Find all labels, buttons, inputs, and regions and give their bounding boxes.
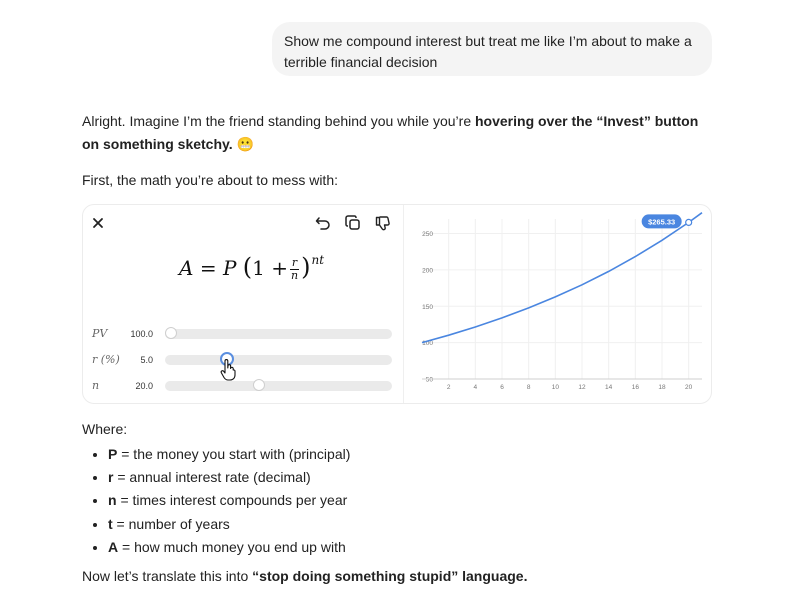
definition-term: t: [108, 515, 113, 532]
closing-pre: Now let’s translate this into: [82, 568, 253, 584]
x-tick-label: 10: [551, 384, 559, 391]
user-message-text: Show me compound interest but treat me like I’m about to make a terrible financial decision: [284, 33, 692, 70]
formula-frac-den: n: [291, 269, 299, 282]
definition-term: P: [108, 446, 118, 462]
hand-pointer-cursor-icon: [220, 359, 236, 381]
widget-controls-panel: [83, 205, 403, 403]
formula-exponent: nt: [311, 253, 325, 267]
intro-bold-text: hovering over the “Invest” button on something sketchy.: [82, 113, 699, 152]
formula-fraction: [290, 257, 299, 282]
formula-frac-num: r: [291, 256, 298, 269]
slider-value-pv: 100.0: [130, 329, 153, 339]
slider-row-r: [83, 352, 403, 372]
slider-label-n: n: [92, 379, 100, 392]
definition-text: = annual interest rate (decimal): [113, 469, 311, 486]
x-tick-label: 8: [526, 384, 531, 391]
x-tick-label: 4: [473, 384, 478, 391]
pv-slider[interactable]: [165, 329, 392, 339]
y-tick-label: 150: [422, 303, 433, 311]
growth-chart-panel: [404, 205, 711, 403]
x-tick-label: 12: [578, 384, 586, 391]
undo-icon[interactable]: [314, 214, 332, 232]
definition-item-r: [108, 466, 350, 489]
rate-slider[interactable]: [165, 355, 392, 365]
slider-label-r: r (%): [92, 353, 120, 366]
close-icon[interactable]: [89, 214, 107, 232]
math-intro: First, the math you’re about to mess with:: [82, 172, 338, 188]
slider-value-r: 5.0: [140, 355, 153, 365]
slider-row-n: [83, 378, 403, 398]
closing-bold: “stop doing something stupid” language.: [252, 568, 528, 584]
definition-text: = how much money you end up with: [118, 538, 346, 555]
n-slider-thumb[interactable]: [253, 379, 265, 391]
x-tick-label: 6: [500, 384, 504, 391]
assistant-intro: [82, 110, 702, 156]
slider-row-pv: [83, 326, 403, 346]
formula-p: P: [222, 256, 237, 280]
series-line-A: [422, 213, 702, 343]
definition-text: = number of years: [112, 515, 230, 532]
definition-item-n: [108, 489, 350, 512]
formula-plus: +: [271, 256, 288, 280]
definition-item-p: [108, 443, 350, 466]
formula-one: 1: [252, 256, 265, 280]
value-badge-label: $265.33: [648, 217, 676, 227]
n-slider[interactable]: [165, 381, 392, 391]
definition-item-t: [108, 513, 350, 536]
thumbs-down-icon[interactable]: [374, 214, 392, 232]
formula-lhs: A: [179, 256, 194, 280]
definition-text: = times interest compounds per year: [116, 492, 348, 509]
x-tick-label: 2: [446, 384, 451, 391]
compound-interest-formula: A = P (1 + $\frac{r}{n}$ )$^{nt}$: [179, 253, 325, 282]
x-tick-label: 18: [658, 384, 666, 391]
y-tick-label: 200: [422, 267, 433, 275]
definition-item-a: [108, 536, 350, 559]
definition-term: r: [108, 469, 114, 486]
y-tick-label: 250: [422, 231, 433, 239]
formula-equals: =: [199, 256, 217, 280]
compound-interest-widget: [82, 204, 712, 404]
user-message-bubble: [272, 22, 712, 76]
slider-value-n: 20.0: [135, 381, 153, 391]
x-tick-label: 16: [631, 384, 639, 391]
where-label: Where:: [82, 421, 128, 437]
grimace-emoji: 😬: [236, 136, 254, 152]
intro-text: Alright. Imagine I’m the friend standing behind you while you’re: [82, 113, 475, 129]
definitions-list: [82, 443, 350, 559]
definition-text: = the money you start with (principal): [117, 446, 351, 462]
copy-icon[interactable]: [344, 214, 362, 232]
definition-term: A: [108, 538, 119, 555]
growth-chart: [404, 205, 711, 403]
x-tick-label: 20: [685, 384, 693, 391]
closing-text: [82, 565, 527, 588]
y-tick-label: 100: [422, 340, 433, 348]
highlight-point: [686, 219, 692, 225]
pv-slider-thumb[interactable]: [165, 327, 177, 339]
slider-label-pv: PV: [92, 327, 108, 340]
definition-term: n: [108, 492, 117, 509]
y-tick-label: 50: [425, 376, 433, 384]
x-tick-label: 14: [605, 384, 613, 391]
